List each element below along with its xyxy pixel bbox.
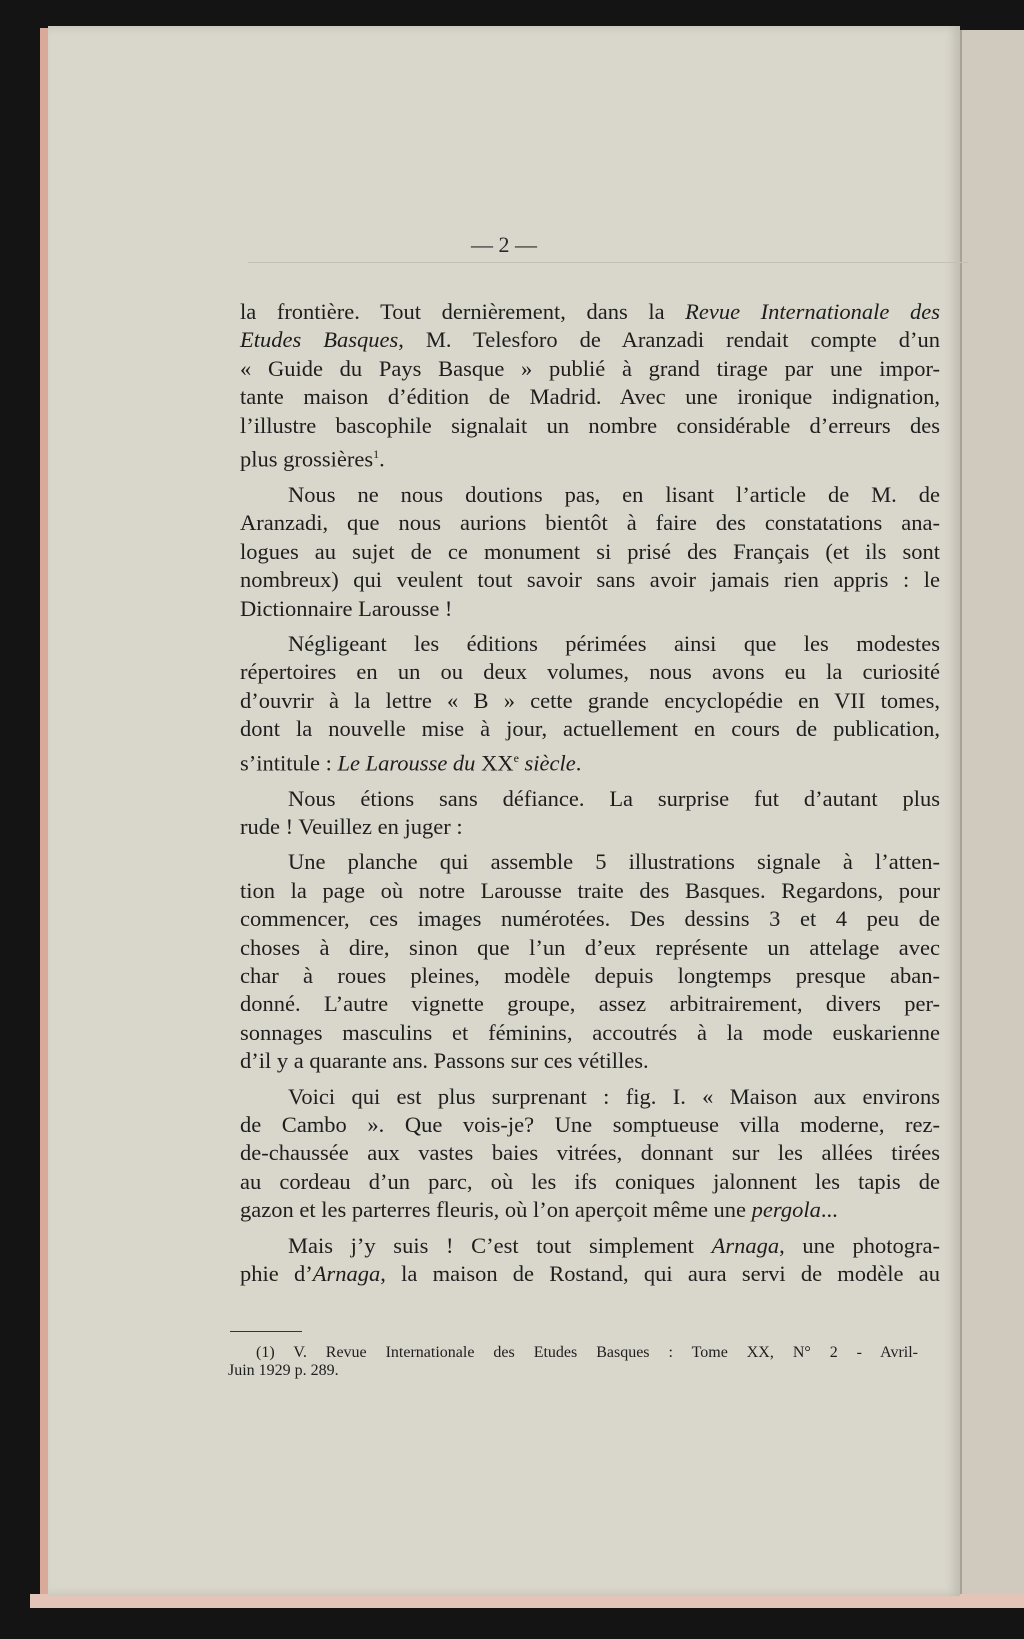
italic-text: siècle bbox=[518, 750, 576, 776]
text-line bbox=[240, 744, 940, 778]
text-segment: phie d’ bbox=[240, 1261, 313, 1286]
text-segment: Dictionnaire Larousse ! bbox=[240, 595, 453, 621]
text-segment: logues au sujet de ce monument si prisé des Français (et ils sont bbox=[240, 538, 940, 564]
paragraph bbox=[240, 630, 940, 778]
text-line bbox=[240, 1111, 940, 1139]
paragraph bbox=[240, 1083, 940, 1225]
text-line bbox=[240, 1139, 940, 1167]
text-line bbox=[240, 630, 940, 658]
text-segment: s’intitule : bbox=[240, 750, 338, 776]
text-line bbox=[240, 326, 940, 354]
text-segment: Mais j’y suis ! C’est tout simplement bbox=[288, 1232, 712, 1258]
text-segment: sonnages masculins et féminins, accoutrés à la mode euskarienne bbox=[240, 1019, 940, 1045]
text-segment: répertoires en un ou deux volumes, nous avons eu la curiosité bbox=[240, 659, 940, 685]
text-segment: l’illustre bascophile signalait un nombre considérable d’erreurs des bbox=[240, 412, 940, 438]
text-line bbox=[240, 848, 940, 876]
text-segment: Aranzadi, que nous aurions bientôt à faire des constatations ana- bbox=[240, 510, 940, 536]
text-line bbox=[240, 687, 940, 715]
text-segment: Nous étions sans défiance. La surprise fut d’autant plus bbox=[288, 785, 940, 811]
text-line bbox=[240, 715, 940, 743]
text-line bbox=[240, 509, 940, 537]
text-segment: commencer, ces images numérotées. Des dessins 3 et 4 peu de bbox=[240, 906, 940, 932]
paragraph bbox=[240, 785, 940, 842]
text-segment: rude ! Veuillez en juger : bbox=[240, 813, 463, 839]
footnote-line: (1) V. Revue Internationale des Etudes Basques : Tome XX, N° 2 - Avril- bbox=[256, 1344, 918, 1361]
text-segment: plus grossières bbox=[240, 446, 374, 472]
text-line bbox=[240, 813, 940, 841]
text-line bbox=[240, 440, 940, 474]
text-segment: de Cambo ». Que vois-je? Une somptueuse villa moderne, rez- bbox=[240, 1111, 940, 1137]
text-segment: donné. L’autre vignette groupe, assez arbitrairement, divers per- bbox=[240, 991, 940, 1017]
text-line bbox=[240, 412, 940, 440]
text-segment: gazon et les parterres fleuris, où l’on aperçoit même une bbox=[240, 1197, 752, 1223]
text-segment: Voici qui est plus surprenant : fig. I. « Maison aux environs bbox=[288, 1083, 940, 1109]
paragraph bbox=[240, 848, 940, 1075]
text-segment: , la maison de Rostand, qui aura servi de modèle au bbox=[380, 1261, 941, 1286]
text-line bbox=[240, 658, 940, 686]
text-segment: ... bbox=[820, 1197, 838, 1223]
italic-text: Revue Internationale des bbox=[685, 299, 940, 324]
text-segment: au cordeau d’un parc, où les ifs coniques jalonnent les tapis de bbox=[240, 1168, 940, 1194]
text-segment: tante maison d’édition de Madrid. Avec une ironique indignation, bbox=[240, 384, 940, 410]
text-line bbox=[240, 298, 940, 326]
text-line bbox=[240, 962, 940, 990]
text-segment: d’il y a quarante ans. Passons sur ces vétilles. bbox=[240, 1048, 649, 1074]
text-line bbox=[240, 481, 940, 509]
italic-text: Arnaga bbox=[312, 1261, 381, 1286]
text-segment: Une planche qui assemble 5 illustrations signale à l’atten- bbox=[288, 849, 940, 875]
italic-text: Arnaga bbox=[711, 1232, 780, 1258]
superscript: e bbox=[513, 750, 519, 765]
paragraph bbox=[240, 1232, 940, 1289]
text-segment: XX bbox=[475, 750, 514, 776]
superscript: 1 bbox=[373, 447, 380, 462]
document-page bbox=[48, 26, 960, 1596]
text-segment: de-chaussée aux vastes baies vitrées, donnant sur les allées tirées bbox=[240, 1140, 940, 1166]
text-line bbox=[240, 1168, 940, 1196]
text-line bbox=[240, 934, 940, 962]
text-line bbox=[240, 566, 940, 594]
text-line bbox=[240, 1083, 940, 1111]
text-segment: Nous ne nous doutions pas, en lisant l’article de M. de bbox=[288, 481, 940, 507]
italic-text: Etudes Basques bbox=[240, 327, 399, 353]
text-line bbox=[240, 1019, 940, 1047]
italic-text: pergola bbox=[751, 1197, 821, 1223]
text-segment: « Guide du Pays Basque » publié à grand tirage par une impor- bbox=[240, 355, 940, 381]
text-segment: . bbox=[575, 750, 582, 776]
text-line bbox=[240, 785, 940, 813]
text-segment: la frontière. Tout dernièrement, dans la bbox=[240, 299, 686, 324]
text-line bbox=[240, 905, 940, 933]
paragraph bbox=[240, 298, 940, 474]
text-line bbox=[240, 383, 940, 411]
text-segment: . bbox=[379, 446, 385, 472]
text-segment: , une photogra- bbox=[779, 1232, 940, 1258]
text-segment: tion la page où notre Larousse traite des Basques. Regardons, pour bbox=[240, 877, 940, 903]
text-line bbox=[240, 355, 940, 383]
text-segment: char à roues pleines, modèle depuis longtemps presque aban- bbox=[240, 962, 940, 988]
text-line bbox=[240, 1232, 940, 1260]
paragraph bbox=[240, 481, 940, 623]
text-segment: d’ouvrir à la lettre « B » cette grande encyclopédie en VII tomes, bbox=[240, 687, 940, 713]
cover-edge bbox=[30, 1594, 1024, 1608]
text-line bbox=[240, 595, 940, 623]
text-segment: nombreux) qui veulent tout savoir sans avoir jamais rien appris : le bbox=[240, 567, 940, 593]
text-segment: choses à dire, sinon que l’un d’eux représente un attelage avec bbox=[240, 934, 940, 960]
body-text bbox=[240, 298, 940, 1295]
text-line bbox=[240, 1196, 940, 1224]
text-line bbox=[240, 1047, 940, 1075]
facing-page-edge bbox=[960, 30, 1024, 1605]
text-line bbox=[240, 538, 940, 566]
italic-text: Le Larousse du bbox=[337, 750, 476, 776]
text-line bbox=[240, 1260, 940, 1288]
text-line bbox=[240, 877, 940, 905]
text-segment: , M. Telesforo de Aranzadi rendait compte d’un bbox=[398, 327, 940, 353]
footnote-line: Juin 1929 p. 289. bbox=[228, 1362, 339, 1379]
text-segment: Négligeant les éditions périmées ainsi que les modestes bbox=[288, 630, 940, 656]
text-line bbox=[240, 990, 940, 1018]
footnote-rule bbox=[230, 1331, 302, 1332]
footnote bbox=[228, 1344, 918, 1380]
page-number: — 2 — bbox=[471, 232, 537, 257]
header-rule bbox=[248, 262, 968, 263]
text-segment: dont la nouvelle mise à jour, actuellement en cours de publication, bbox=[240, 716, 940, 742]
